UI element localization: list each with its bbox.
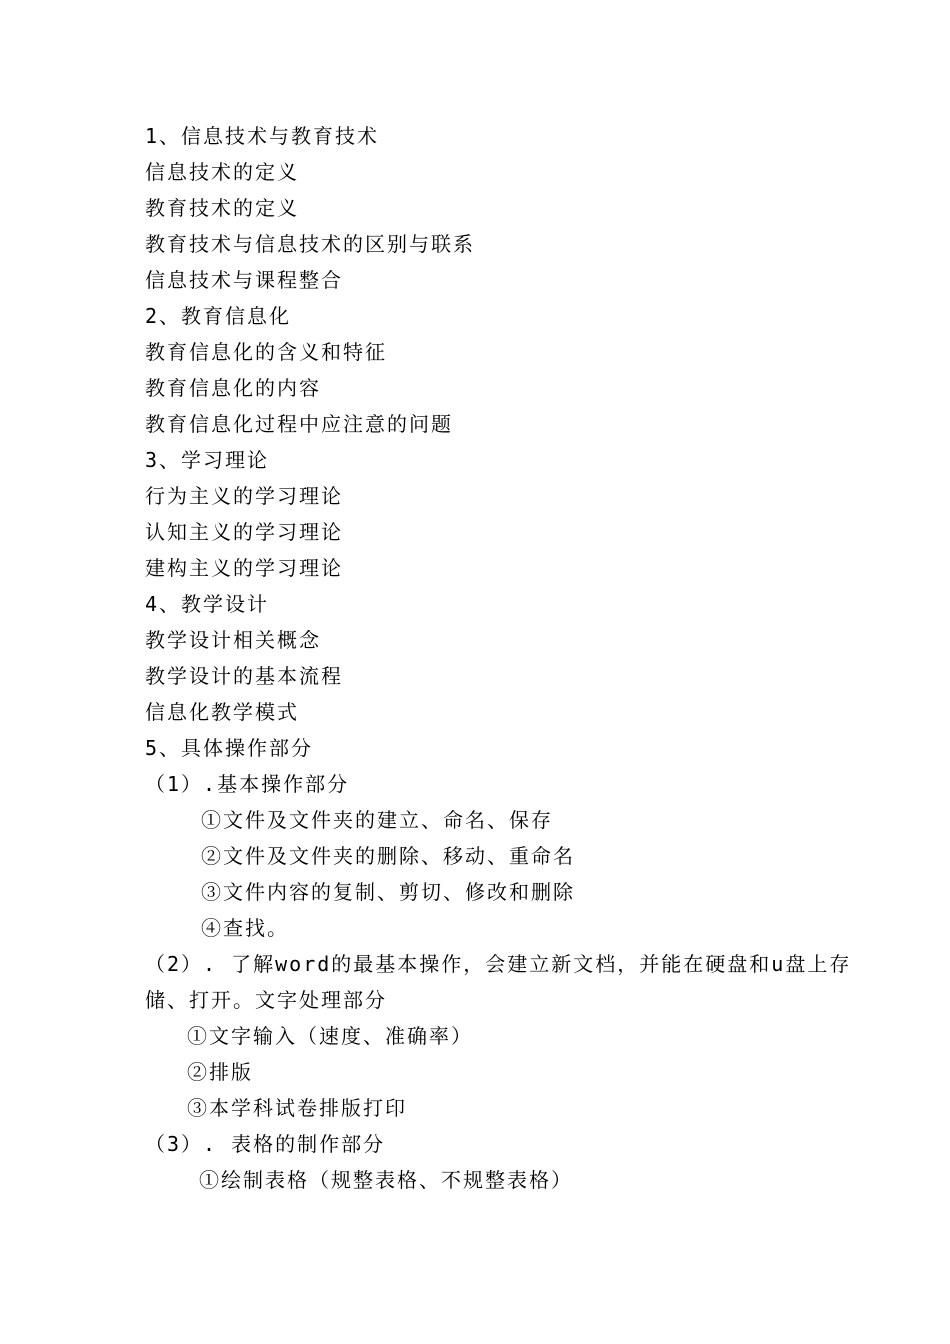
subheading-3: （3）. 表格的制作部分 [145,1132,386,1156]
list-item: 教学设计的基本流程 [145,664,343,688]
document-body [145,118,852,1198]
sub-list-item: ②排版 [187,1060,253,1084]
list-item: 教育技术的定义 [145,196,299,220]
list-item: 教学设计相关概念 [145,628,321,652]
subheading-2-continued: 储、打开。文字处理部分 [145,988,387,1012]
subheading-2: （2）. 了解word的最基本操作，会建立新文档，并能在硬盘和u盘上存 [145,952,852,976]
subheading-1: （1）.基本操作部分 [145,772,350,796]
list-item: 信息技术的定义 [145,160,299,184]
sub-list-item: ①文件及文件夹的建立、命名、保存 [201,808,553,832]
list-item: 行为主义的学习理论 [145,484,343,508]
list-item: 教育信息化过程中应注意的问题 [145,412,453,436]
heading-4: 4、教学设计 [145,592,270,616]
sub-list-item: ①绘制表格（规整表格、不规整表格） [199,1168,573,1192]
heading-5: 5、具体操作部分 [145,736,314,760]
sub-list-item: ①文字输入（速度、准确率） [187,1024,473,1048]
list-item: 教育信息化的内容 [145,376,321,400]
list-item: 认知主义的学习理论 [145,520,343,544]
heading-3: 3、学习理论 [145,448,270,472]
list-item: 教育信息化的含义和特征 [145,340,387,364]
sub-list-item: ②文件及文件夹的删除、移动、重命名 [201,844,575,868]
sub-list-item: ④查找。 [201,916,289,940]
sub-list-item: ③文件内容的复制、剪切、修改和删除 [201,880,575,904]
sub-list-item: ③本学科试卷排版打印 [187,1096,407,1120]
list-item: 信息化教学模式 [145,700,299,724]
heading-2: 2、教育信息化 [145,304,292,328]
list-item: 建构主义的学习理论 [145,556,343,580]
list-item: 信息技术与课程整合 [145,268,343,292]
list-item: 教育技术与信息技术的区别与联系 [145,232,475,256]
heading-1: 1、信息技术与教育技术 [145,124,380,148]
